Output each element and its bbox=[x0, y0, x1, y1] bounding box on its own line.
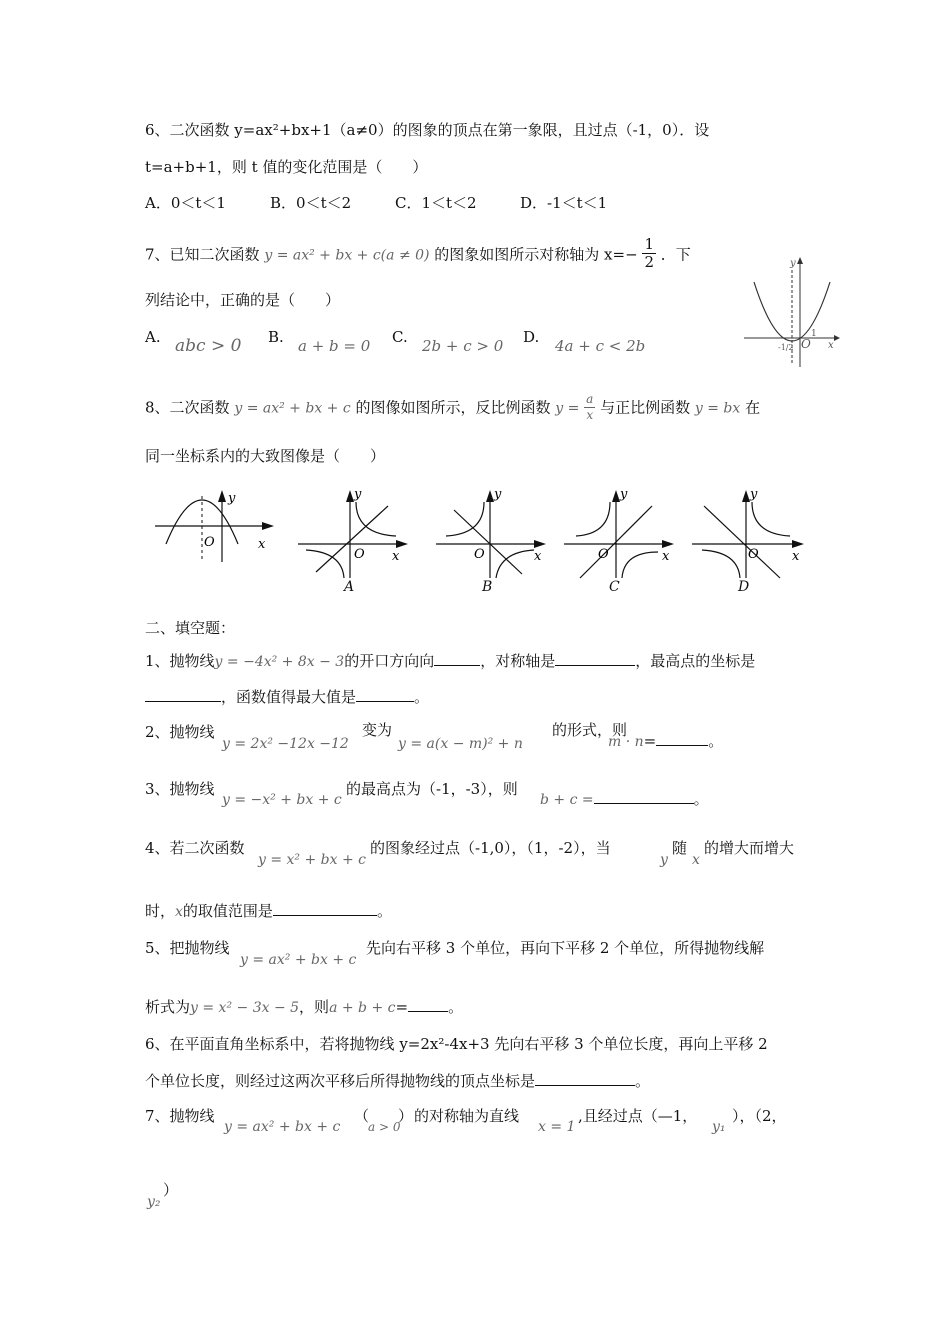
q7-graph-neg-half: -1/2 bbox=[778, 343, 794, 352]
q8-frac-num: a bbox=[586, 392, 594, 406]
f1-prefix: 1、抛物线 bbox=[145, 652, 215, 670]
f1-line1 bbox=[145, 650, 755, 672]
f5-text1: 先向右平移 3 个单位，再向下平移 2 个单位，所得抛物线解 bbox=[366, 939, 765, 957]
q8-c-x-label: x bbox=[662, 549, 670, 564]
f1-text5: 。 bbox=[414, 688, 430, 706]
q8-choice-d-graph bbox=[690, 484, 808, 580]
f7-condition: a > 0 bbox=[368, 1120, 401, 1134]
f7-y1: y₁ bbox=[712, 1119, 726, 1135]
f7-paren-close: ） bbox=[398, 1107, 414, 1125]
q7-parabola-graph bbox=[742, 252, 840, 372]
f2-text1: 变为 bbox=[362, 721, 393, 739]
f4-text1: 的图象经过点（-1,0），（1，-2），当 bbox=[370, 839, 611, 857]
q8-d-origin: O bbox=[748, 547, 759, 562]
f5-line2-b: ，则 bbox=[299, 998, 330, 1016]
f2-prefix: 2、抛物线 bbox=[145, 723, 215, 741]
q7-fraction bbox=[642, 236, 656, 271]
f7-formula: y = ax² + bx + c bbox=[224, 1119, 341, 1135]
q8-choice-c-label: C bbox=[609, 579, 620, 595]
q8-choice-b-graph bbox=[434, 484, 549, 580]
f1-blank-direction[interactable] bbox=[434, 650, 480, 666]
f4-line2 bbox=[145, 900, 392, 922]
f4-prefix: 4、若二次函数 bbox=[145, 839, 245, 857]
f2-text2-inner: 的形式，则 bbox=[552, 721, 628, 739]
q7-frac-num: 1 bbox=[644, 235, 654, 253]
f7-text3: ），（2， bbox=[732, 1107, 787, 1125]
q7-opt-d-value: 4a + c < 2b bbox=[555, 337, 646, 355]
f5-line2-a: 析式为 bbox=[145, 998, 191, 1016]
q8-choice-a-label: A bbox=[344, 579, 355, 595]
f4-line2-x: x bbox=[175, 904, 183, 920]
q8-frac-den: x bbox=[586, 408, 594, 422]
f7-text2: ,且经过点（—1， bbox=[578, 1107, 698, 1125]
f3-text1: 的最高点为（-1，-3），则 bbox=[346, 780, 518, 798]
f7-prefix: 7、抛物线 bbox=[145, 1107, 215, 1125]
f2-formula2: y = a(x − m)² + n bbox=[398, 736, 523, 752]
f2-text4: 。 bbox=[708, 732, 724, 750]
q8-quadratic-graph bbox=[150, 484, 280, 564]
f7-text1: 的对称轴为直线 bbox=[414, 1107, 520, 1125]
q8-formula-quadratic: y = ax² + bx + c bbox=[234, 400, 351, 417]
f6-line2-b: 。 bbox=[635, 1072, 651, 1090]
f6-blank[interactable] bbox=[535, 1070, 635, 1086]
f1-text2: ，对称轴是 bbox=[480, 652, 556, 670]
q7-opt-c-value: 2b + c > 0 bbox=[422, 337, 504, 355]
q7-graph-y-label: y bbox=[790, 258, 796, 269]
f5-formula2: y = x² − 3x − 5 bbox=[190, 1000, 300, 1016]
f4-line2-b: 的取值范围是 bbox=[182, 902, 273, 920]
q8-suffix: 在 bbox=[745, 398, 761, 417]
f7-axis: x = 1 bbox=[538, 1119, 576, 1135]
q7-opt-b-value: a + b = 0 bbox=[298, 337, 371, 355]
q6-option-c: C．1＜t＜2 bbox=[395, 194, 477, 212]
q6-option-d: D．-1＜t＜1 bbox=[520, 194, 608, 212]
q8-d-y-label: y bbox=[750, 487, 758, 502]
f5-line2-d: 。 bbox=[448, 998, 464, 1016]
f7-paren-open: （ bbox=[354, 1107, 370, 1125]
f5-line2 bbox=[145, 996, 463, 1018]
f3-formula1: y = −x² + bx + c bbox=[222, 792, 342, 808]
f2-formula1: y = 2x² −12x −12 bbox=[222, 736, 349, 752]
f1-blank-vertex[interactable] bbox=[145, 686, 221, 702]
q8-choice-a-graph bbox=[296, 484, 411, 580]
q8-c-y-label: y bbox=[620, 487, 628, 502]
q8-quad-y-label: y bbox=[228, 491, 236, 506]
q7-frac-den: 2 bbox=[644, 253, 654, 271]
q7-opt-a-label: A. bbox=[145, 328, 161, 346]
q7-formula: y = ax² + bx + c(a ≠ 0) bbox=[264, 247, 430, 264]
f1-text1: 的开口方向向 bbox=[344, 652, 435, 670]
q7-prefix: 7、已知二次函数 bbox=[145, 245, 260, 264]
q6-option-b: B．0＜t＜2 bbox=[270, 194, 352, 212]
q8-middle: 的图像如图所示，反比例函数 bbox=[355, 398, 551, 417]
q7-line2: 列结论中，正确的是（ ） bbox=[145, 291, 341, 309]
f3-prefix: 3、抛物线 bbox=[145, 780, 215, 798]
q8-quad-x-label: x bbox=[258, 537, 266, 552]
f4-formula: y = x² + bx + c bbox=[258, 852, 367, 868]
q8-prefix: 8、二次函数 bbox=[145, 398, 230, 417]
q8-b-x-label: x bbox=[534, 549, 542, 564]
q8-choice-d-label: D bbox=[738, 579, 750, 595]
q8-inverse-fraction bbox=[584, 392, 595, 423]
q7-opt-b-label: B. bbox=[268, 328, 284, 346]
q8-b-y-label: y bbox=[494, 487, 502, 502]
f4-line2-c: 。 bbox=[376, 902, 392, 920]
f5-formula: y = ax² + bx + c bbox=[240, 952, 357, 968]
q6-line1: 6、二次函数 y=ax²+bx+1（a≠0）的图象的顶点在第一象限，且过点（-1，0）．设 bbox=[145, 121, 710, 139]
q8-formula-linear: y = bx bbox=[694, 400, 741, 417]
f4-blank[interactable] bbox=[273, 900, 377, 916]
q7-opt-c-label: C. bbox=[392, 328, 408, 346]
f4-text3: 的增大而增大 bbox=[704, 839, 795, 857]
f1-text4: ，函数值得最大值是 bbox=[221, 688, 357, 706]
f5-formula3: a + b + c bbox=[329, 1000, 396, 1016]
q7-graph-origin: O bbox=[801, 337, 811, 351]
q8-a-x-label: x bbox=[392, 549, 400, 564]
f4-text2: 随 bbox=[672, 839, 688, 857]
q7-graph-x-label: x bbox=[828, 340, 834, 351]
q7-line1 bbox=[145, 235, 691, 273]
q7-opt-d-label: D. bbox=[523, 328, 540, 346]
f4-x: x bbox=[692, 852, 700, 868]
q6-line2: t=a+b+1，则 t 值的变化范围是（ ） bbox=[145, 158, 428, 176]
section-title-fill-in: 二、填空题： bbox=[145, 619, 236, 637]
f1-text3: ，最高点的坐标是 bbox=[635, 652, 756, 670]
f3-blank[interactable] bbox=[594, 788, 694, 804]
f1-formula: y = −4x² + 8x − 3 bbox=[214, 654, 345, 670]
f2-blank[interactable] bbox=[656, 730, 708, 746]
q7-graph-one: 1 bbox=[811, 329, 817, 339]
q6-option-a: A．0＜t＜1 bbox=[145, 194, 226, 212]
f2-tail bbox=[608, 730, 723, 752]
f4-y: y bbox=[660, 852, 668, 868]
f6-line2-a: 个单位长度，则经过这两次平移后所得抛物线的顶点坐标是 bbox=[145, 1072, 536, 1090]
q8-quad-origin: O bbox=[204, 535, 215, 550]
f5-line2-c: = bbox=[395, 998, 409, 1016]
f5-blank[interactable] bbox=[408, 996, 448, 1012]
q8-b-origin: O bbox=[474, 547, 485, 562]
q7-suffix: ．下 bbox=[660, 245, 691, 264]
f6-line1: 6、在平面直角坐标系中，若将抛物线 y=2x²-4x+3 先向右平移 3 个单位长度，再向上平移 2 bbox=[145, 1035, 768, 1053]
q8-line1 bbox=[145, 393, 760, 424]
f2-equals: = bbox=[643, 732, 657, 750]
f4-line2-a: 时， bbox=[145, 902, 176, 920]
q8-middle2: 与正比例函数 bbox=[600, 398, 691, 417]
f2-formula3: m · n bbox=[608, 734, 644, 750]
q8-choice-c-graph bbox=[562, 484, 677, 580]
q8-a-origin: O bbox=[354, 547, 365, 562]
f1-line2 bbox=[145, 686, 429, 707]
f7-text4: ） bbox=[163, 1181, 179, 1199]
f3-text2: 。 bbox=[693, 790, 709, 808]
f1-blank-max[interactable] bbox=[356, 686, 414, 702]
q8-d-x-label: x bbox=[792, 549, 800, 564]
q8-formula-inverse-y: y = bbox=[555, 400, 580, 417]
q7-middle: 的图象如图所示对称轴为 x=− bbox=[434, 245, 638, 264]
f5-prefix: 5、把抛物线 bbox=[145, 939, 230, 957]
f3-tail bbox=[540, 788, 709, 810]
q7-opt-a-value: abc > 0 bbox=[175, 336, 242, 356]
f3-formula2: b + c = bbox=[540, 792, 594, 808]
q8-a-y-label: y bbox=[354, 487, 362, 502]
q8-choice-b-label: B bbox=[482, 579, 493, 595]
f1-blank-axis[interactable] bbox=[555, 650, 635, 666]
f6-line2 bbox=[145, 1070, 650, 1091]
q8-c-origin: O bbox=[598, 547, 609, 562]
q8-line2: 同一坐标系内的大致图像是（ ） bbox=[145, 447, 386, 465]
f7-y2: y₂ bbox=[147, 1194, 161, 1210]
